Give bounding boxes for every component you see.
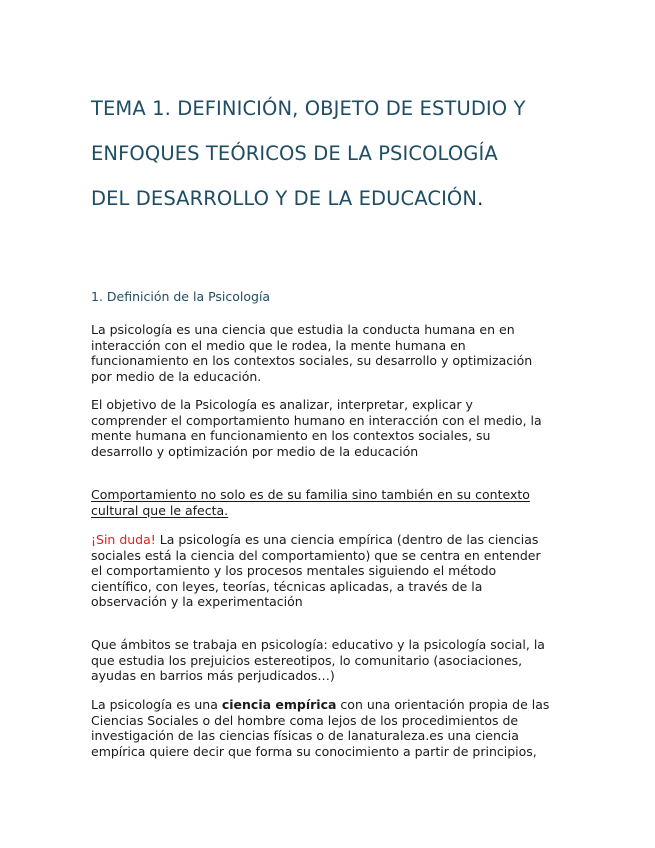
text-line: Que ámbitos se trabaja en psicología: educativo y la psicología social, la (91, 637, 545, 652)
text-line: Ciencias Sociales o del hombre coma lejos de los procedimientos de (91, 712, 519, 728)
title-line-3 (91, 176, 576, 221)
text-line: sociales está la ciencia del comportamiento) que se centra en entender (91, 547, 541, 563)
text-line: cultural que le afecta. (91, 502, 229, 518)
title-line-2: ENFOQUES TEÓRICOS DE LA PSICOLOGÍA (91, 142, 498, 165)
text-line: interacción con el medio que le rodea, la mente humana en (91, 337, 466, 353)
text-run: La psicología es una (91, 697, 222, 712)
paragraph-areas (91, 637, 576, 684)
text-line: El objetivo de la Psicología es analizar, interpretar, explicar y (91, 397, 473, 412)
paragraph-definition (91, 322, 576, 384)
paragraph-empirical-science (91, 532, 576, 610)
text-line: empírica quiere decir que forma su conocimiento a partir de principios, (91, 743, 537, 759)
text-line: científico, con leyes, teorías, técnicas aplicadas, a través de la (91, 578, 483, 594)
highlight-text: ¡Sin duda! (91, 532, 156, 547)
text-line: comprender el comportamiento humano en interacción con el medio, la (91, 412, 542, 428)
text-line: por medio de la educación. (91, 368, 262, 384)
document-title (91, 86, 576, 221)
title-period: . (477, 187, 484, 210)
section-heading: 1. Definición de la Psicología (91, 289, 271, 304)
text-line: funcionamiento en los contextos sociales, su desarrollo y optimización (91, 353, 533, 368)
title-line-3-text: DEL DESARROLLO Y DE LA EDUCACIÓN (91, 187, 478, 210)
text-line: ayudas en barrios más perjudicados…) (91, 668, 335, 683)
text-line (91, 532, 576, 548)
paragraph-objective (91, 397, 576, 459)
text-line: mente humana en funcionamiento en los contextos sociales, su (91, 428, 491, 443)
text-line (91, 697, 576, 713)
text-line: observación y la experimentación (91, 594, 303, 609)
text-run: con una orientación propia de las (336, 697, 550, 712)
title-line-1: TEMA 1. DEFINICIÓN, OBJETO DE ESTUDIO Y (91, 97, 526, 120)
bold-text: ciencia empírica (221, 697, 337, 712)
text-run: La psicología es una ciencia empírica (dentro de las ciencias (155, 532, 539, 547)
text-line: el comportamiento y los procesos mentales siguiendo el método (91, 563, 497, 578)
text-line: que estudia los prejuicios estereotipos, lo comunitario (asociaciones, (91, 652, 523, 668)
text-line: Comportamiento no solo es de su familia sino también en su contexto (91, 487, 530, 502)
text-line: investigación de las ciencias físicas o de lanaturaleza.es una ciencia (91, 728, 519, 743)
paragraph-underlined-note (91, 487, 576, 518)
text-line: desarrollo y optimización por medio de la educación (91, 443, 419, 459)
text-line: La psicología es una ciencia que estudia la conducta humana en en (91, 322, 515, 337)
paragraph-social-sciences (91, 697, 576, 759)
